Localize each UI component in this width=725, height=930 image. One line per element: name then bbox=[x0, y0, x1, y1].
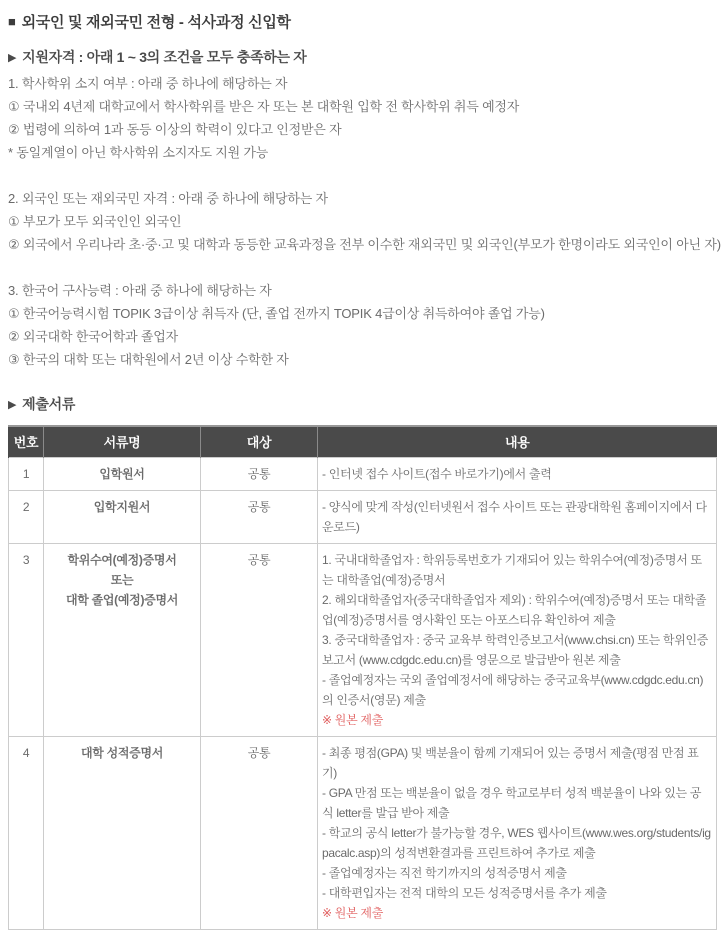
col-header-number: 번호 bbox=[9, 426, 44, 457]
text-line: ② 외국대학 한국어학과 졸업자 bbox=[8, 329, 178, 344]
cell-number: 3 bbox=[9, 543, 44, 736]
text-line: - 양식에 맞게 작성(인터넷원서 접수 사이트 또는 관광대학원 홈페이지에서 다운로드) bbox=[322, 499, 707, 534]
cell-document-name bbox=[44, 736, 201, 929]
text-line: 대학 졸업(예정)증명서 bbox=[65, 592, 179, 607]
table-header-row bbox=[9, 426, 717, 457]
text-line: - 졸업예정자는 국외 졸업예정서에 해당하는 중국교육부(www.cdgdc.edu.cn)의 인증서(영문) 제출 bbox=[322, 672, 704, 707]
cell-target: 공통 bbox=[201, 543, 318, 736]
text-line: - 대학편입자는 전적 대학의 모든 성적증명서를 추가 제출 bbox=[322, 885, 607, 900]
text-line: ① 한국어능력시험 TOPIK 3급이상 취득자 (단, 졸업 전까지 TOPIK 4급이상 취득하여야 졸업 가능) bbox=[8, 306, 545, 321]
cell-content bbox=[318, 543, 717, 736]
cell-number: 4 bbox=[9, 736, 44, 929]
table-row bbox=[9, 457, 717, 490]
text-line: - 졸업예정자는 직전 학기까지의 성적증명서 제출 bbox=[322, 865, 567, 880]
text-line: 입학원서 bbox=[99, 466, 145, 481]
table-row bbox=[9, 543, 717, 736]
text-line: ② 법령에 의하여 1과 동등 이상의 학력이 있다고 인정받은 자 bbox=[8, 122, 342, 137]
text-line: 대학 성적증명서 bbox=[80, 745, 164, 760]
original-submission-note: ※ 원본 제출 bbox=[322, 712, 383, 727]
col-header-target: 대상 bbox=[201, 426, 318, 457]
cell-target: 공통 bbox=[201, 736, 318, 929]
arrow-marker-icon: ▶ bbox=[8, 399, 17, 411]
text-line: ① 국내외 4년제 대학교에서 학사학위를 받은 자 또는 본 대학원 입학 전 학사학위 취득 예정자 bbox=[8, 99, 520, 114]
cell-content bbox=[318, 457, 717, 490]
text-line: 1. 학사학위 소지 여부 : 아래 중 하나에 해당하는 자 bbox=[8, 76, 288, 91]
documents-table bbox=[8, 425, 717, 930]
table-row bbox=[9, 736, 717, 929]
documents-heading-text: 제출서류 bbox=[22, 396, 76, 412]
text-line: - GPA 만점 또는 백분율이 없을 경우 학교로부터 성적 백분율이 나와 있는 공식 letter를 발급 받아 제출 bbox=[322, 785, 702, 820]
arrow-marker-icon: ▶ bbox=[8, 52, 17, 64]
text-line: - 인터넷 접수 사이트(접수 바로가기)에서 출력 bbox=[322, 466, 552, 481]
text-line: - 학교의 공식 letter가 불가능할 경우, WES 웹사이트(www.wes.org/students/igpacalc.asp)의 성적변환결과를 프린트하여 추가로 제출 bbox=[322, 825, 711, 860]
text-line: 3. 한국어 구사능력 : 아래 중 하나에 해당하는 자 bbox=[8, 283, 272, 298]
text-line: 입학지원서 bbox=[93, 499, 151, 514]
cell-document-name bbox=[44, 490, 201, 543]
table-row bbox=[9, 490, 717, 543]
qualification-section-korean bbox=[8, 279, 717, 371]
cell-document-name bbox=[44, 543, 201, 736]
text-line: ② 외국에서 우리나라 초·중·고 및 대학과 동등한 교육과정을 전부 이수한 재외국민 및 외국인(부모가 한명이라도 외국인이 아닌 자) bbox=[8, 237, 721, 252]
cell-document-name bbox=[44, 457, 201, 490]
text-line: * 동일계열이 아닌 학사학위 소지자도 지원 가능 bbox=[8, 145, 269, 160]
cell-number: 2 bbox=[9, 490, 44, 543]
page-title bbox=[8, 11, 717, 32]
text-line: 1. 국내대학졸업자 : 학위등록번호가 기재되어 있는 학위수여(예정)증명서 또는 대학졸업(예정)증명서 bbox=[322, 552, 702, 587]
text-line: 2. 해외대학졸업자(중국대학졸업자 제외) : 학위수여(예정)증명서 또는 대학졸업(예정)증명서를 영사확인 또는 아포스티유 확인하여 제출 bbox=[322, 592, 707, 627]
text-line: 3. 중국대학졸업자 : 중국 교육부 학력인증보고서(www.chsi.cn) 또는 학위인증보고서 (www.cdgdc.edu.cn)를 영문으로 발급받아 원본 제출 bbox=[322, 632, 709, 667]
qualification-heading-text: 지원자격 : 아래 1 ~ 3의 조건을 모두 충족하는 자 bbox=[22, 49, 307, 65]
text-line: ① 부모가 모두 외국인인 외국인 bbox=[8, 214, 182, 229]
col-header-document-name: 서류명 bbox=[44, 426, 201, 457]
text-line: ③ 한국의 대학 또는 대학원에서 2년 이상 수학한 자 bbox=[8, 352, 289, 367]
original-submission-note: ※ 원본 제출 bbox=[322, 905, 383, 920]
qualification-heading bbox=[8, 47, 717, 67]
cell-number: 1 bbox=[9, 457, 44, 490]
page-title-text: 외국인 및 재외국민 전형 - 석사과정 신입학 bbox=[21, 14, 291, 31]
qualification-section-nationality bbox=[8, 187, 721, 256]
text-line: - 최종 평점(GPA) 및 백분율이 함께 기재되어 있는 증명서 제출(평점 만점 표기) bbox=[322, 745, 699, 780]
text-line: 또는 bbox=[110, 572, 134, 587]
cell-target: 공통 bbox=[201, 457, 318, 490]
cell-target: 공통 bbox=[201, 490, 318, 543]
cell-content bbox=[318, 736, 717, 929]
qualification-section-degree bbox=[8, 72, 717, 164]
cell-content bbox=[318, 490, 717, 543]
col-header-content: 내용 bbox=[318, 426, 717, 457]
text-line: 2. 외국인 또는 재외국민 자격 : 아래 중 하나에 해당하는 자 bbox=[8, 191, 328, 206]
text-line: 학위수여(예정)증명서 bbox=[67, 552, 177, 567]
documents-heading bbox=[8, 394, 717, 414]
square-bullet-icon: ■ bbox=[8, 14, 16, 29]
